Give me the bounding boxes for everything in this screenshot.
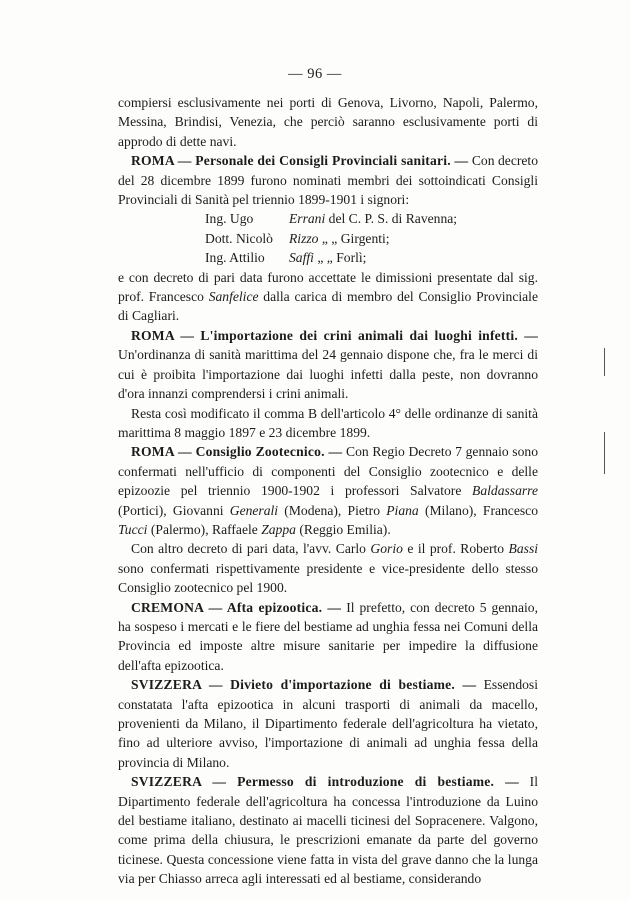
section-heading: CREMONA — Afta epizootica. — [131,599,342,615]
section-heading: SVIZZERA — Divieto d'importazione di bestiame. — [131,677,477,693]
page-number: — 96 — [288,66,342,82]
section-heading: ROMA — Consiglio Zootecnico. — [131,444,343,460]
page-edge-mark [604,348,605,376]
body-text [118,93,538,889]
list-item: Ing. Attilio Saffi „ „ Forlì; [205,250,367,266]
list-item: Dott. Nicolò Rizzo „ „ Girgenti; [205,230,390,246]
section-heading: ROMA — Personale dei Consigli Provinciali sanitari. — [131,153,469,169]
section-heading: ROMA — L'importazione dei crini animali dai luoghi infetti. — [131,327,538,343]
paragraph-dimissioni: e con decreto di pari data furono accettate le dimissioni presentate dal sig. prof. Francesco Sanfelice dalla carica di membro del Consiglio Provinciale di Cagliari. [118,269,538,324]
list-item: Ing. Ugo Errani del C. P. S. di Ravenna; [205,211,458,227]
paragraph-roma-zootecnico: ROMA — Consiglio Zootecnico. — Con Regio Decreto 7 gennaio sono confermati nell'ufficio di componenti del Consiglio zootecnico e delle epizoozie pel triennio 1900-1902 i professori Salvatore Baldassarre (Portici), Giovanni Generali (Modena), Pietro Piana (Milano), Francesco Tucci (Palermo), Raffaele Zappa (Reggio Emilia). [118,444,538,537]
paragraph-svizzera-divieto: SVIZZERA — Divieto d'importazione di bestiame. — Essendosi constatata l'afta epizootica in alcuni trasporti di animali da macello, provenienti da Milano, il Dipartimento federale dell'agricoltura ha vietato, fino ad ulteriore avviso, l'importazione di animali ad unghia fessa della provincia di Milano. [118,677,538,770]
paragraph-roma-personale: ROMA — Personale dei Consigli Provinciali sanitari. — Con decreto del 28 dicembre 1899 furono nominati membri dei sottoindicati Consigli Provinciali di Sanità pel triennio 1899-1901 i signori: [118,153,538,208]
paragraph-roma-crini: ROMA — L'importazione dei crini animali dai luoghi infetti. — Un'ordinanza di sanità marittima del 24 gennaio dispone che, fra le merci di cui è proibita l'importazione dai luoghi infetti dalla peste, non dovranno d'ora innanzi comprendersi i crini animali. [118,327,538,402]
paragraph-comma-b: Resta così modificato il comma B dell'articolo 4° delle ordinanze di sanità marittima 8 maggio 1897 e 23 dicembre 1899. [118,405,538,440]
paragraph-svizzera-permesso: SVIZZERA — Permesso di introduzione di bestiame. — Il Dipartimento federale dell'agricoltura ha concessa l'introduzione da Luino del bestiame italiano, destinato ai macelli ticinesi del Sopracenere. Valgono, come prima della chiusura, le prescrizioni emanate da parte del governo ticinese. Questa concessione viene fatta in vista del grave danno che la lunga via per Chiasso arreca agli interessati ed al bestiame, considerando [118,774,538,887]
paragraph-intro: compiersi esclusivamente nei porti di Genova, Livorno, Napoli, Palermo, Messina, Brindisi, Venezia, che perciò saranno esclusivamente porti di approdo di dette navi. [118,95,538,149]
paragraph-gorio-bassi: Con altro decreto di pari data, l'avv. Carlo Gorio e il prof. Roberto Bassi sono confermati rispettivamente presidente e vice-presidente dello stesso Consiglio zootecnico pel 1900. [118,541,539,596]
paragraph-cremona: CREMONA — Afta epizootica. — Il prefetto, con decreto 5 gennaio, ha sospeso i mercati e le fiere del bestiame ad unghia fessa nei Comuni della Provincia ed imposte altre misure sanitarie per impedire la diffusione dell'afta epizootica. [118,599,538,673]
section-heading: SVIZZERA — Permesso di introduzione di bestiame. — [131,774,519,790]
page-edge-mark [604,432,605,474]
members-list [118,209,538,267]
